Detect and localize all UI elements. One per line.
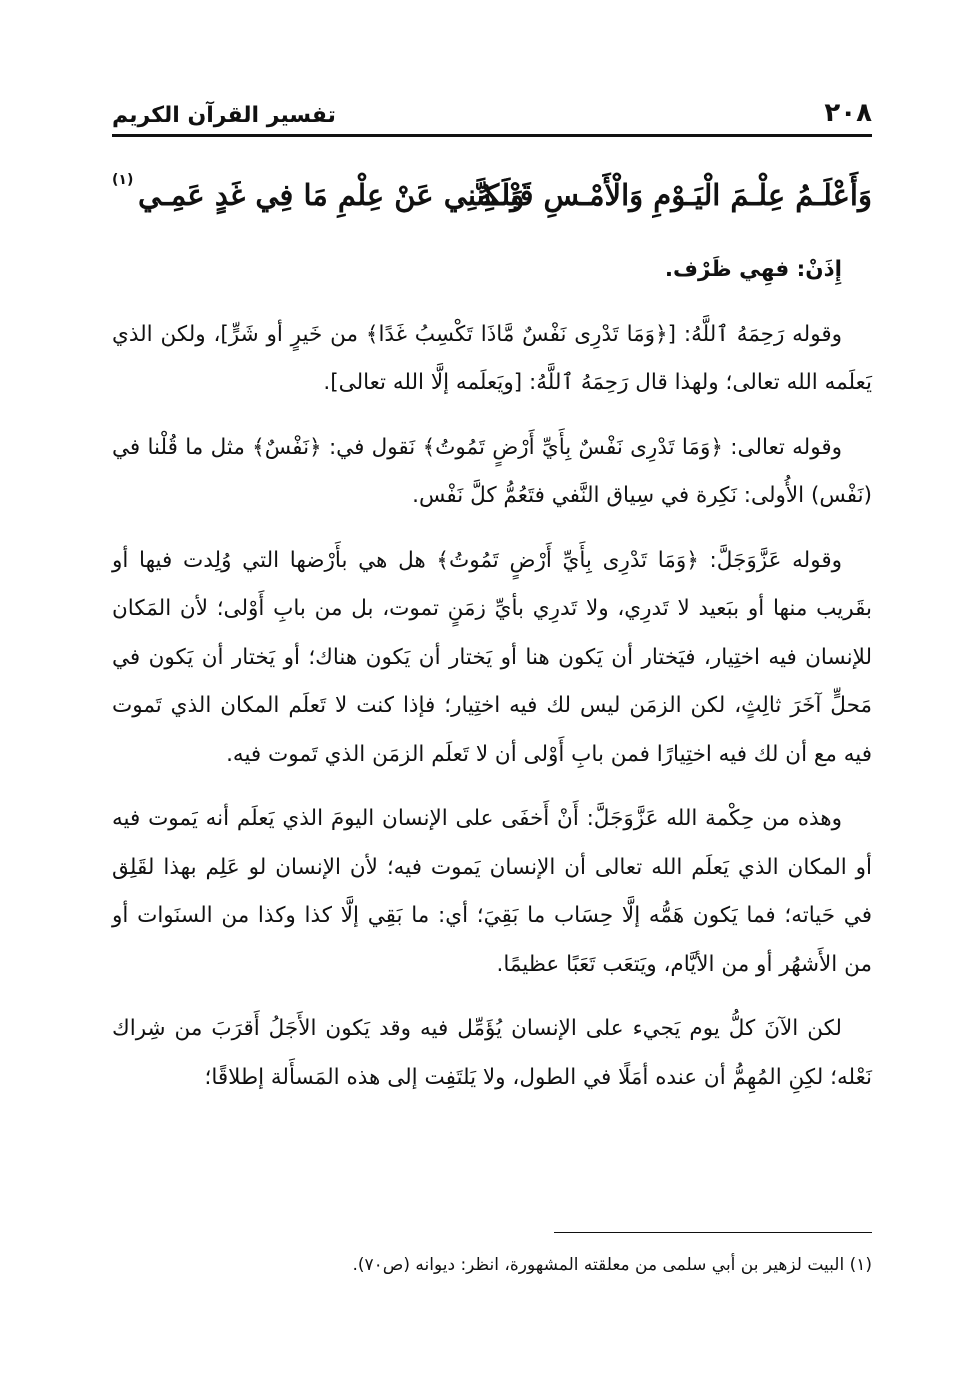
paragraph: لكن الآنَ كلُّ يوم يَجيء على الإنسان يُؤَمِّل فيه وقد يَكون الأَجَلُ أَقرَبَ من شِراك نَعْله؛ لكِنِ المُهِمُّ أن عنده أمَلًا في الطول، ولا يَلتَفِت إلى هذه المَسأَلة إطلاقًا؛: [112, 1016, 872, 1090]
verse-second-hemistich: وَلَكِنَّنِي عَنْ عِلْمِ مَا فِي غَدٍ عَمِـي: [138, 178, 525, 212]
verse-first-hemistich: وَأَعْلَـمُ عِلْـمَ الْيَـوْمِ وَالْأَمْـسِ قَبْلَـهُ: [477, 178, 872, 212]
paragraph: وهذه من حِكْمة الله عَزَّوَجَلَّ: أَنْ أَخفَى على الإنسان اليومَ الذي يَعلَم أنه يَموت فيه أو المكان الذي يَعلَم الله تعالى أن الإنسان يَموت فيه؛ لأن الإنسان لو عَلِم بهذا لقَلِق في حَياته؛ فما يَكون هَمُّه إلَّا حِسَاب ما بَقِيَ؛ أي: ما بَقِي إلَّا كذا وكذا من السنَوات أو من الأَشهُر أو من الأيَّام، ويَتعَب تَعَبًا عظيمًا.: [112, 806, 872, 977]
paragraph: وقوله تعالى: ﴿وَمَا تَدْرِى نَفْسٌ بِأَيِّ أَرْضٍ تَمُوتُ﴾ نَقول في: ﴿نَفْسٌ﴾ مثل ما قُلْنا في (نَفْس) الأُولى: نَكِرة في سِياق النَّفي فتَعُمُّ كلَّ نَفْس.: [112, 434, 872, 508]
page-number: ٢٠٨: [824, 98, 872, 128]
body-text: [112, 246, 872, 1102]
running-header: [112, 92, 872, 137]
paragraph: وقوله عَزَّوَجَلَّ: ﴿وَمَا تَدْرِى بِأَيِّ أَرْضٍ تَمُوتُ﴾ هل هي بأَرْضها التي وُلِدت فيها أو بقَريب منها أو ببَعيد لا تَدرِي، ولا تَدرِي بأيِّ زمَنٍ تموت، بل من بابِ أَوْلى؛ لأن المَكان للإنسان فيه اختِيار، فيَختار أن يَكون هنا أو يَختار أن يَكون هناك؛ أو يَختار أن يَكون في مَحلٍّ آخَرَ ثالِثٍ، لكن الزمَن ليس لك فيه اختِيار؛ فإذا كنت لا تَعلَم المكان الذي تَموت فيه مع أن لك فيه اختِيارًا فمن بابِ أَوْلى أن لا تَعلَم الزمَن الذي تَموت فيه.: [112, 547, 872, 767]
poetry-verse: [112, 172, 872, 232]
paragraph: وقوله رَحِمَهُ ٱللَّهُ: [﴿وَمَا تَدْرِى نَفْسٌ مَّاذَا تَكْسِبُ غَدًا﴾ من خَيرٍ أو شَرٍّ]، ولكن الذي يَعلَمه الله تعالى؛ ولهذا قال رَحِمَهُ ٱللَّهُ: [ويَعلَمه إلَّا الله تعالى].: [112, 321, 872, 395]
paragraph-conclusion: إِذَنْ: فهِي ظَرْف.: [664, 257, 842, 282]
book-title: تفسير القرآن الكريم: [112, 103, 336, 128]
footnote: (١) البيت لزهير بن أبي سلمى من معلقته المشهورة، انظر: ديوانه (ص٧٠).: [352, 1255, 872, 1275]
footnote-marker: (١): [112, 172, 134, 188]
footnote-separator: [554, 1232, 872, 1233]
